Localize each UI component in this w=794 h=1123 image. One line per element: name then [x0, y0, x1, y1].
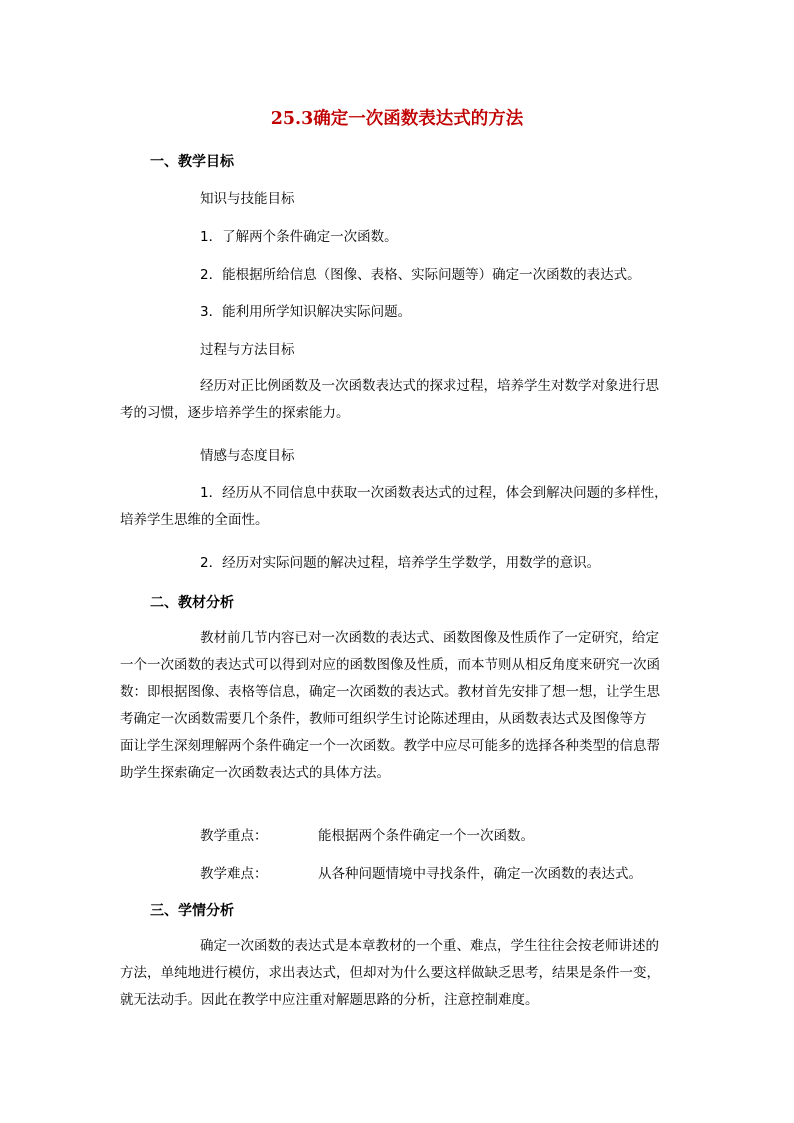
goal-attitude-item-1 [120, 480, 680, 534]
document-title: 25.3确定一次函数表达式的方法 [270, 109, 524, 129]
student-analysis-paragraph [120, 933, 680, 1014]
section-heading-student-analysis: 三、学情分析 [150, 903, 234, 919]
goal-item: 2．能根据所给信息（图像、表格、实际问题等）确定一次函数的表达式。 [200, 267, 641, 283]
section-heading-teaching-goals: 一、教学目标 [150, 154, 234, 170]
teaching-key-value: 能根据两个条件确定一个一次函数。 [318, 828, 534, 844]
paragraph-line: 一个一次函数的表达式可以得到对应的函数图像及性质，而本节则从相反角度来研究一次函 [120, 657, 660, 673]
goal-item: 3．能利用所学知识解决实际问题。 [200, 304, 412, 320]
material-analysis-paragraph [120, 625, 680, 787]
paragraph-line: 教材前几节内容已对一次函数的表达式、函数图像及性质作了一定研究，给定 [200, 630, 659, 646]
goal-group-attitude-label: 情感与态度目标 [200, 448, 295, 464]
paragraph-line: 方法，单纯地进行模仿，求出表达式，但却对为什么要这样做缺乏思考，结果是条件一变， [120, 965, 660, 981]
section-heading-material-analysis: 二、教材分析 [150, 595, 234, 611]
goal-process-paragraph [120, 373, 680, 427]
paragraph-line: 就无法动手。因此在教学中应注重对解题思路的分析，注意控制难度。 [120, 992, 539, 1008]
goal-item: 1．了解两个条件确定一次函数。 [200, 229, 398, 245]
goal-group-process-label: 过程与方法目标 [200, 342, 295, 358]
paragraph-line: 助学生探索确定一次函数表达式的具体方法。 [120, 765, 390, 781]
teaching-key-label: 教学重点： [200, 828, 268, 844]
goal-attitude-item-2: 2．经历对实际问题的解决过程，培养学生学数学，用数学的意识。 [200, 555, 601, 571]
goal-group-knowledge-label: 知识与技能目标 [200, 191, 295, 207]
paragraph-line: 数：即根据图像、表格等信息，确定一次函数的表达式。教材首先安排了想一想，让学生思 [120, 684, 660, 700]
paragraph-line: 考的习惯，逐步培养学生的探索能力。 [120, 405, 350, 421]
teaching-difficulty-value: 从各种问题情境中寻找条件，确定一次函数的表达式。 [318, 866, 642, 882]
paragraph-line: 考确定一次函数需要几个条件，教师可组织学生讨论陈述理由，从函数表达式及图像等方 [120, 711, 647, 727]
paragraph-line: 经历对正比例函数及一次函数表达式的探求过程，培养学生对数学对象进行思 [200, 378, 659, 394]
paragraph-line: 1．经历从不同信息中获取一次函数表达式的过程，体会到解决问题的多样性， [200, 485, 668, 501]
paragraph-line: 培养学生思维的全面性。 [120, 512, 269, 528]
paragraph-line: 面让学生深刻理解两个条件确定一个一次函数。教学中应尽可能多的选择各种类型的信息帮 [120, 738, 660, 754]
paragraph-line: 确定一次函数的表达式是本章教材的一个重、难点，学生往往会按老师讲述的 [200, 938, 659, 954]
teaching-difficulty-label: 教学难点： [200, 866, 268, 882]
